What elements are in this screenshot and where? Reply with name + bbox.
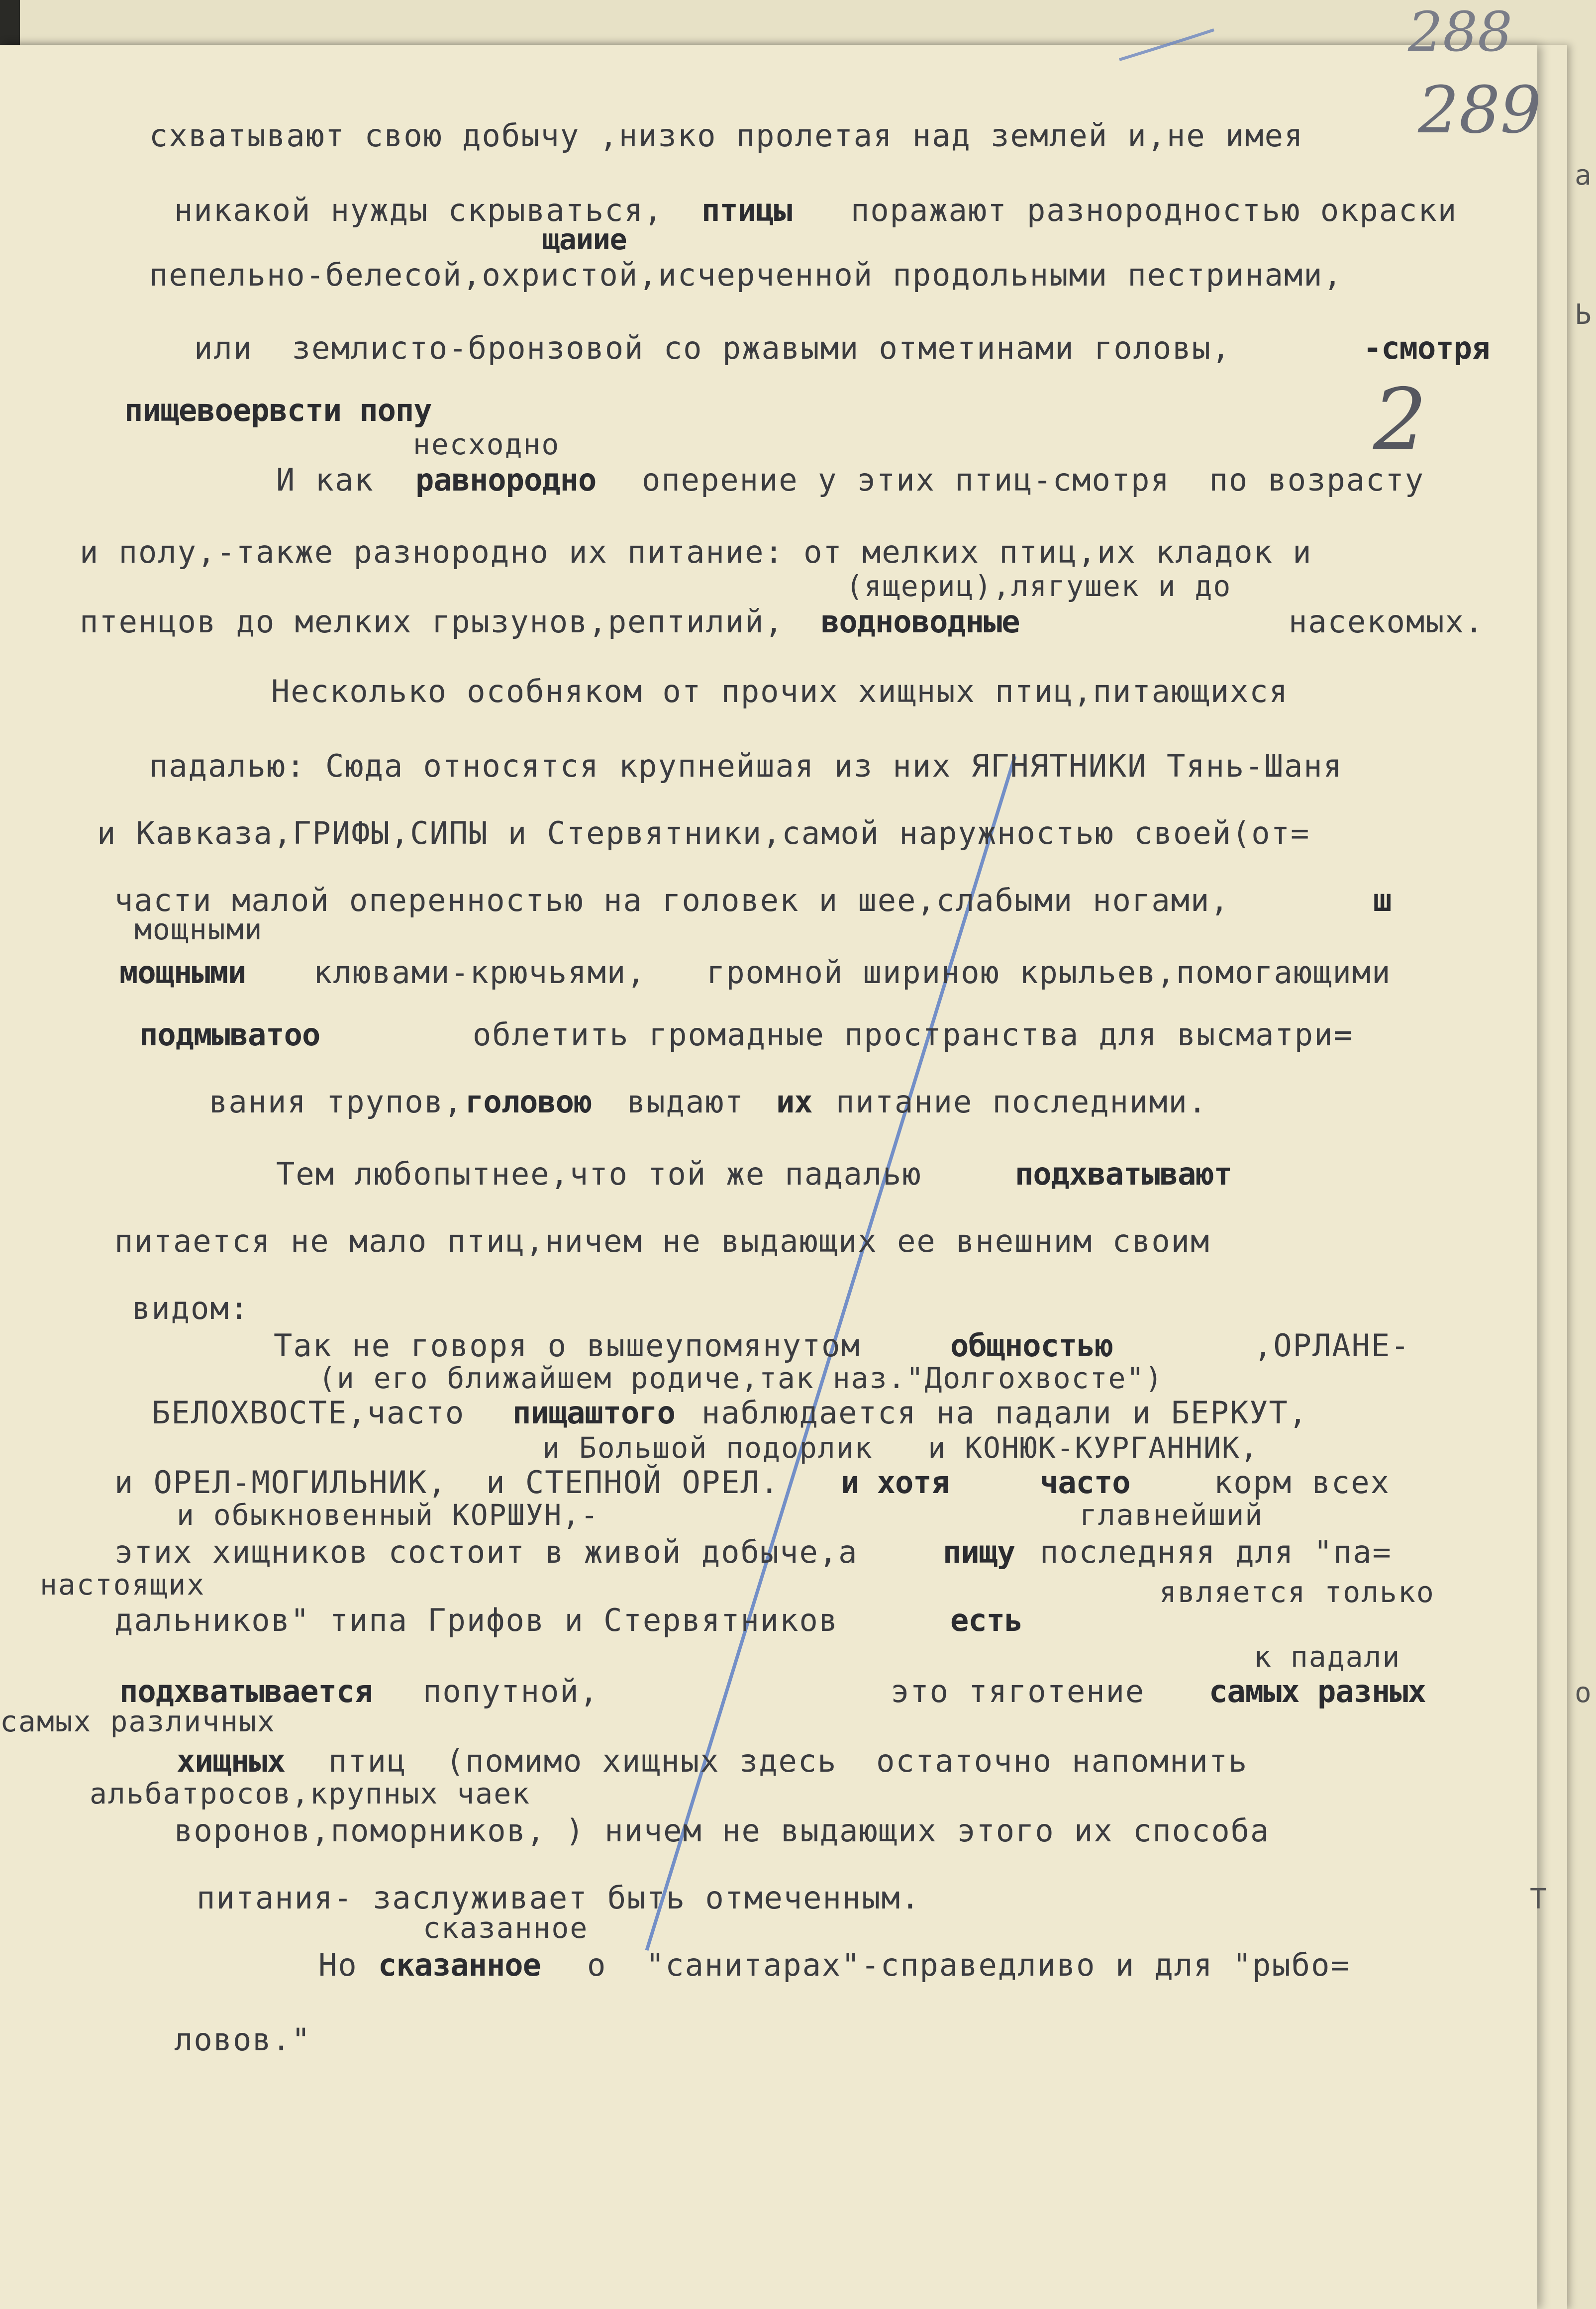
text-line: и полу,-также разнородно их питание: от мелких птиц,их кладок и — [80, 534, 1312, 570]
insertion: главнейший — [1080, 1498, 1264, 1532]
insertion: (и его ближайшем родиче,так наз."Долгохвосте") — [318, 1361, 1164, 1395]
archive-number-top: 288 — [1408, 0, 1512, 64]
text-line: оперение у этих птиц-смотря по возрасту — [642, 462, 1425, 498]
strikeout: птицы — [701, 192, 792, 228]
text-line: части малой оперенностью на головек и шее,слабыми ногами, — [114, 882, 1230, 918]
text-line: это тяготение — [891, 1673, 1145, 1709]
edge-mark: Ь — [1575, 299, 1592, 331]
text-line: Но — [318, 1947, 358, 1983]
strikeout: сказанное — [378, 1947, 541, 1983]
text-line: БЕЛОХВОСТЕ,часто — [152, 1395, 465, 1431]
insertion: мощными — [134, 912, 263, 946]
strikeout: их — [776, 1084, 812, 1120]
insertion: сказанное — [423, 1911, 589, 1945]
strikeout: самых разных — [1209, 1673, 1426, 1709]
margin-pencil-mark: 2 — [1373, 371, 1427, 469]
edge-mark: а — [1575, 159, 1592, 192]
strikeout: пищевоервсти попу — [124, 392, 432, 428]
text-line: вания трупов, — [209, 1084, 464, 1120]
insertion: (ящериц),лягушек и до — [846, 569, 1232, 603]
strikeout: -смотря — [1363, 330, 1490, 366]
text-line: питания- заслуживает быть отмеченным. — [197, 1880, 921, 1916]
strikeout: головою — [465, 1084, 592, 1120]
strikeout: равнородно — [415, 462, 597, 498]
strikeout: подмыватоо — [139, 1016, 320, 1053]
text-line: птиц (помимо хищных здесь остаточно напомнить — [328, 1743, 1248, 1779]
strikeout: мощными — [119, 954, 246, 991]
strikeout: хищных — [177, 1743, 285, 1779]
strikeout: и хотя — [841, 1464, 949, 1501]
strikeout: ш — [1373, 882, 1392, 918]
strikeout: общностью — [950, 1327, 1113, 1364]
insertion: и Большой подорлик и КОНЮК-КУРГАННИК, — [542, 1431, 1259, 1465]
insertion: альбатросов,крупных чаек — [90, 1777, 531, 1810]
text-line: питание последними. — [836, 1084, 1208, 1120]
text-line: И как — [276, 462, 374, 498]
edge-mark: Т — [1530, 1883, 1547, 1915]
text-line: последняя для "па= — [1040, 1534, 1392, 1570]
text-line: облетить громадные пространства для высматри= — [473, 1016, 1353, 1053]
text-line: питается не мало птиц,ничем не выдающих ее внешним своим — [114, 1223, 1210, 1259]
text-line: птенцов до мелких грызунов,рептилий, — [80, 603, 784, 640]
text-line: схватывают свою добычу ,низко пролетая над землей и,не имея — [149, 117, 1304, 154]
strikeout: пищаштого — [512, 1395, 675, 1431]
insertion: и обыкновенный КОРШУН,- — [177, 1498, 599, 1532]
edge-mark: о — [1575, 1677, 1592, 1709]
text-line: ,ОРЛАНЕ- — [1254, 1327, 1410, 1364]
strikeout: щаиие — [542, 222, 627, 256]
archive-number: 289 — [1418, 72, 1542, 148]
text-line: и ОРЕЛ-МОГИЛЬНИК, и СТЕПНОЙ ОРЕЛ. — [114, 1464, 780, 1501]
text-line: Несколько особняком от прочих хищных птиц,питающихся — [271, 673, 1289, 709]
insertion: несходно — [413, 427, 560, 461]
text-line: о "санитарах"-справедливо и для "рыбо= — [587, 1947, 1350, 1983]
text-line: корм всех — [1214, 1464, 1390, 1501]
text-line: Тем любопытнее,что той же падалью — [276, 1156, 922, 1192]
text-line: громной шириною крыльев,помогающими — [706, 954, 1392, 991]
text-line: наблюдается на падали и БЕРКУТ, — [701, 1395, 1308, 1431]
text-line: Так не говоря о вышеупомянутом — [274, 1327, 861, 1364]
insertion: является только — [1159, 1575, 1435, 1609]
insertion: самых различных — [0, 1705, 276, 1738]
text-line: пепельно-белесой,охристой,исчерченной продольными пестринами, — [149, 257, 1343, 293]
strikeout: пищу — [943, 1534, 1015, 1570]
text-line: никакой нужды скрываться, — [174, 192, 664, 228]
strikeout: есть — [950, 1602, 1023, 1638]
insertion: к падали — [1254, 1640, 1401, 1674]
strikeout: водноводные — [821, 603, 1020, 640]
strikeout: подхватывается — [119, 1673, 373, 1709]
text-line: или землисто-бронзовой со ржавыми отметинами головы, — [194, 330, 1231, 366]
strikeout: часто — [1040, 1464, 1130, 1501]
text-line: выдают — [627, 1084, 744, 1120]
text-line: и Кавказа,ГРИФЫ,СИПЫ и Стервятники,самой наружностью своей(от= — [97, 815, 1310, 851]
text-line: насекомых. — [1289, 603, 1485, 640]
text-line: ловов." — [174, 2021, 311, 2058]
text-line: воронов,поморников, ) ничем не выдающих этого их способа — [174, 1812, 1270, 1849]
insertion: настоящих — [40, 1568, 205, 1602]
text-line: видом: — [132, 1290, 249, 1326]
text-line: падалью: Сюда относятся крупнейшая из них ЯГНЯТНИКИ Тянь-Шаня — [149, 748, 1343, 784]
text-line: клювами-крючьями, — [313, 954, 646, 991]
strikeout: подхватывают — [1015, 1156, 1232, 1192]
text-line: попутной, — [423, 1673, 599, 1709]
text-line: поражают разнородностью окраски — [851, 192, 1458, 228]
text-line: дальников" типа Грифов и Стервятников — [114, 1602, 839, 1638]
text-line: этих хищников состоит в живой добыче,а — [114, 1534, 858, 1570]
